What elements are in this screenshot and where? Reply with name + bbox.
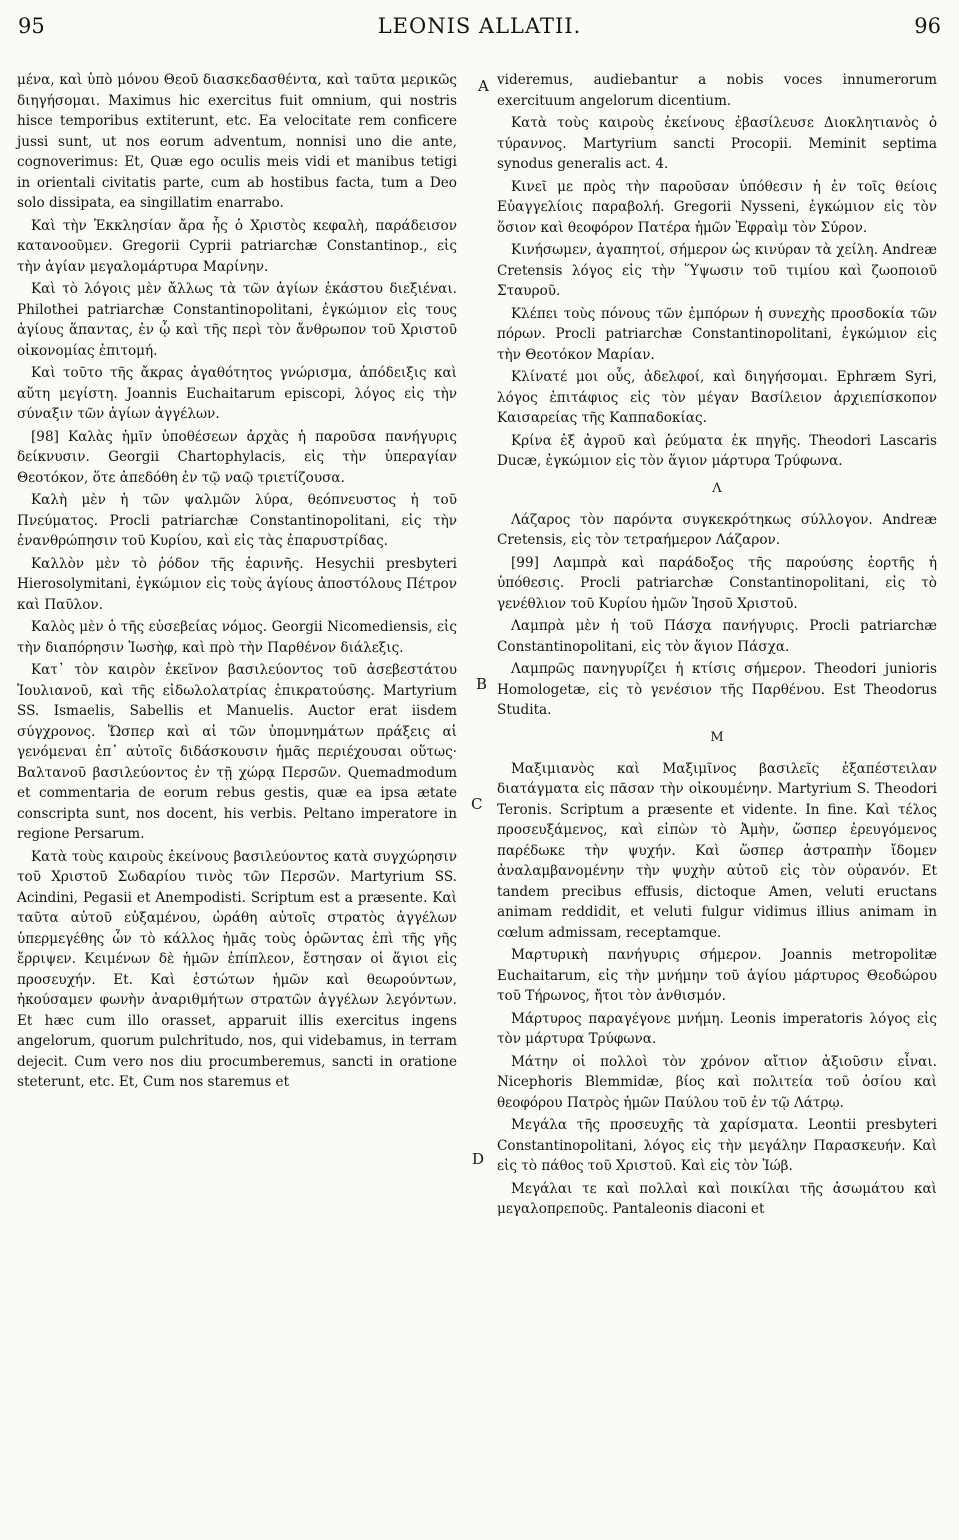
paragraph: Λαμπρῶς πανηγυρίζει ἡ κτίσις σήμερον. Theodori junioris Homologetæ, εἰς τὸ γενέσιον τῆς Παρθένου. Est Theodorus Studita. <box>497 661 937 718</box>
paragraph: Κινήσωμεν, ἀγαπητοί, σήμερον ὡς κινύραν τὰ χείλη. Andreæ Cretensis λόγος εἰς τὴν Ὕψωσιν τοῦ τιμίου καὶ ζωοποιοῦ Σταυροῦ. <box>497 242 937 299</box>
paragraph: Κρίνα ἐξ ἀγροῦ καὶ ῥεύματα ἐκ πηγῆς. Theodori Lascaris Ducæ, ἐγκώμιον εἰς τὸν ἅγιον μάρτυρα Τρύφωνα. <box>497 432 937 469</box>
paragraph: Μαξιμιανὸς καὶ Μαξιμῖνος βασιλεῖς ἐξαπέστειλαν διατάγματα εἰς πᾶσαν τὴν οἰκουμένην. Martyrium S. Theodori Teronis. Scriptum a præsente et vidente. In fine. Καὶ τέλος προσευξάμενος, καὶ εἰπὼν τὸ Ἀμὴν, ὥσπερ ἐρευγόμενος παρέδωκε τὴν ψυχήν. Καὶ ὥσπερ ἀστραπὴν ἴδομεν ἀναλαμβανομένην τὴν ψυχὴν αὐτοῦ εἰς τὸν οὐρανόν. Et tandem precibus effusis, dictoque Amen, veluti eructans animam reddidit, et veluti fulgur vidimus illius animam in cœlum admissam, receptamque. <box>497 760 937 941</box>
section-letter-mu: Μ <box>710 729 724 745</box>
paragraph: Λάζαρος τὸν παρόντα συγκεκρότηκως σύλλογον. Andreæ Cretensis, εἰς τὸν τετραήμερον Λάζαρον. <box>497 511 937 548</box>
left-column <box>17 70 457 1095</box>
margin-marker-b: B <box>476 675 488 693</box>
paragraph: Κλίνατέ μοι οὖς, ἀδελφοί, καὶ διηγήσομαι. Ephræm Syri, λόγος ἐπιτάφιος εἰς τὸν μέγαν Βασίλειον ἀρχιεπίσκοπον Καισαρείας τῆς Καππαδοκίας. <box>497 369 937 426</box>
section-letter-lambda: Λ <box>712 480 722 496</box>
right-column <box>497 70 937 1222</box>
page-header <box>0 14 959 64</box>
paragraph: Κατὰ τοὺς καιροὺς ἐκείνους βασιλεύοντος κατὰ συγχώρησιν τοῦ Χριστοῦ Σωδαρίου τινὸς τῶν Περσῶν. Martyrium SS. Acindini, Pegasii et Anempodisti. Scriptum est a præsente. Καὶ ταῦτα αὐτοῦ εὐξαμένου, ὡράθη αὐτοῖς στρατὸς ἀγγέλων ὑπερμεγέθης ὧν τὸ κάλλος ἡμᾶς τοὺς ὁρῶντας ἐπὶ τῆς γῆς ἔρριψεν. Κειμένων δὲ ἡμῶν ἐπίπλεον, ἔστησαν οἱ ἅγιοι εἰς προσευχήν. Et. Καὶ ἑστώτων ἡμῶν καὶ θεωρούντων, ἠκούσαμεν φωνὴν ἀναριθμήτων στρατῶν ἀγγέλων λεγόντων. Et hæc cum illo orasset, apparuit illis exercitus ingens angelorum, quorum pulchritudo, nos, qui videbamus, in terram dejecit. Cum vero nos diu procumberemus, sancti in oratione steterunt, etc. Et, Cum nos staremus et <box>17 848 457 1090</box>
paragraph: Μεγάλα τῆς προσευχῆς τὰ χαρίσματα. Leontii presbyteri Constantinopolitani, λόγος εἰς τὴν μεγάλην Παρασκευήν. Καὶ εἰς τὸ πάθος τοῦ Χριστοῦ. Καὶ εἰς τὸν Ἰώβ. <box>497 1117 937 1174</box>
paragraph: [98] Καλὰς ἡμῖν ὑποθέσεων ἀρχὰς ἡ παροῦσα πανήγυρις δείκνυσιν. Georgii Chartophylacis, εἰς τὴν ὑπεραγίαν Θεοτόκον, ὅτε ἀπεδόθη ἐν τῷ ναῷ τριετίζουσα. <box>17 428 457 486</box>
paragraph: Καὶ τοῦτο τῆς ἄκρας ἀγαθότητος γνώρισμα, ἀπόδειξις καὶ αὕτη μεγίστη. Joannis Euchaitarum episcopi, λόγος εἰς τὴν σύναξιν τῶν ἁγίων ἀγγέλων. <box>17 365 457 422</box>
paragraph: Κλέπει τοὺς πόνους τῶν ἐμπόρων ἡ συνεχὴς προσδοκία τῶν πόρων. Procli patriarchæ Constantinopolitani, ἐγκώμιον εἰς τὴν Θεοτόκον Μαρίαν. <box>497 305 937 363</box>
page-number-right: 96 <box>914 14 941 38</box>
paragraph: Μεγάλαι τε καὶ πολλαὶ καὶ ποικίλαι τῆς ἀσωμάτου καὶ μεγαλοπρεποῦς. Pantaleonis diaconi et <box>497 1180 937 1217</box>
paragraph: Μάρτυρος παραγέγονε μνήμη. Leonis imperatoris λόγος εἰς τὸν μάρτυρα Τρύφωνα. <box>497 1010 937 1047</box>
paragraph: videremus, audiebantur a nobis voces innumerorum exercituum angelorum dicentium. <box>497 72 937 109</box>
paragraph: μένα, καὶ ὑπὸ μόνου Θεοῦ διασκεδασθέντα, καὶ ταῦτα μερικῶς διηγήσομαι. Maximus hic exercitus fuit omnium, qui nostris hisce temporibus extiterunt, etc. Ea velocitate rem conficere jussi sunt, ut nos eorum adventum, nonnisi uno die ante, cognoverimus: Et, Quæ ego oculis meis vidi et manibus tetigi in orientali civitatis parte, cum ab hostibus facta, tum a Deo solo dissipata, ea singillatim enarrabo. <box>17 72 457 211</box>
paragraph: Λαμπρὰ μὲν ἡ τοῦ Πάσχα πανήγυρις. Procli patriarchæ Constantinopolitani, εἰς τὸν ἅγιον Πάσχα. <box>497 618 937 655</box>
paragraph: Κατὰ τοὺς καιροὺς ἐκείνους ἐβασίλευσε Διοκλητιανὸς ὁ τύραννος. Martyrium sancti Procopii. Meminit septima synodus generalis act. 4. <box>497 115 937 172</box>
margin-marker-d: D <box>472 1150 485 1168</box>
paragraph: Καλὴ μὲν ἡ τῶν ψαλμῶν λύρα, θεόπνευστος ἡ τοῦ Πνεύματος. Procli patriarchæ Constantinopolitani, εἰς τὴν ἐνανθρώπησιν τοῦ Κυρίου, καὶ εἰς τὰς ἐπαρυστρίδας. <box>17 492 457 549</box>
paragraph: Μάτην οἱ πολλοὶ τὸν χρόνον αἴτιον ἀξιοῦσιν εἶναι. Nicephoris Blemmidæ, βίος καὶ πολιτεία τοῦ ὁσίου καὶ θεοφόρου Πατρὸς ἡμῶν Παύλου τοῦ ἐν τῷ Λάτρῳ. <box>497 1053 937 1111</box>
margin-marker-a: A <box>478 77 489 95</box>
paragraph: [99] Λαμπρὰ καὶ παράδοξος τῆς παρούσης ἑορτῆς ἡ ὑπόθεσις. Procli patriarchæ Constantinopolitani, εἰς τὸ γενέθλιον τοῦ Κυρίου ἡμῶν Ἰησοῦ Χριστοῦ. <box>497 554 937 612</box>
page-number-left: 95 <box>18 14 45 38</box>
paragraph: Καὶ τὴν Ἐκκλησίαν ἄρα ἧς ὁ Χριστὸς κεφαλὴ, παράδεισον κατανοοῦμεν. Gregorii Cyprii patriarchæ Constantinop., εἰς τὴν ἁγίαν μεγαλομάρτυρα Μαρίνην. <box>17 217 457 275</box>
paragraph: Μαρτυρικὴ πανήγυρις σήμερον. Joannis metropolitæ Euchaitarum, εἰς τὴν μνήμην τοῦ ἁγίου μάρτυρος Θεοδώρου τοῦ Τήρωνος, ἤτοι τὸν ἀνθισμόν. <box>497 947 937 1004</box>
margin-marker-c: C <box>471 795 483 813</box>
paragraph: Κινεῖ με πρὸς τὴν παροῦσαν ὑπόθεσιν ἡ ἐν τοῖς θείοις Εὐαγγελίοις παραβολή. Gregorii Nysseni, ἐγκώμιον εἰς τὸν ὅσιον καὶ θεοφόρον Πατέρα ἡμῶν Ἐφραὶμ τὸν Σύρον. <box>497 178 937 236</box>
paragraph: Καὶ τὸ λόγοις μὲν ἄλλως τὰ τῶν ἁγίων ἑκάστου διεξιέναι. Philothei patriarchæ Constantinopolitani, ἐγκώμιον εἰς τους ἁγίους ἅπαντας, ἐν ᾧ καὶ τῆς περὶ τὸν ἄνθρωπον τοῦ Χριστοῦ οἰκονομίας ἐπιτομή. <box>17 281 457 359</box>
paragraph: Καλὸς μὲν ὁ τῆς εὐσεβείας νόμος. Georgii Nicomediensis, εἰς τὴν διαπόρησιν Ἰωσὴφ, καὶ πρὸ τὴν Παρθένον διάλεξις. <box>17 619 457 656</box>
paragraph: Καλλὸν μὲν τὸ ῥόδον τῆς ἐαρινῆς. Hesychii presbyteri Hierosolymitani, ἐγκώμιον εἰς τοὺς ἁγίους ἀποστόλους Πέτρον καὶ Παῦλον. <box>17 555 457 613</box>
running-title: LEONIS ALLATII. <box>377 14 582 38</box>
paragraph: Κατ᾽ τὸν καιρὸν ἐκεῖνον βασιλεύοντος τοῦ ἀσεβεστάτου Ἰουλιανοῦ, καὶ τῆς εἰδωλολατρίας ἐπικρατούσης. Martyrium SS. Ismaelis, Sabellis et Manuelis. Auctor erat iisdem σύγχρονος. Ὥσπερ καὶ αἱ τῶν ὑπομνημάτων πράξεις αἱ γενόμεναι ἐπ᾽ αὐτοῖς διδάσκουσιν ἡμᾶς περιέχουσαι οὕτως· Βαλτανοῦ βασιλεύοντος ἐν τῇ χώρᾳ Περσῶν. Quemadmodum et commentaria de eorum rebus gestis, quæ ea ipsa ætate conscripta sunt, nos docent, his verbis. Peltano imperatore in regione Persarum. <box>17 662 457 842</box>
